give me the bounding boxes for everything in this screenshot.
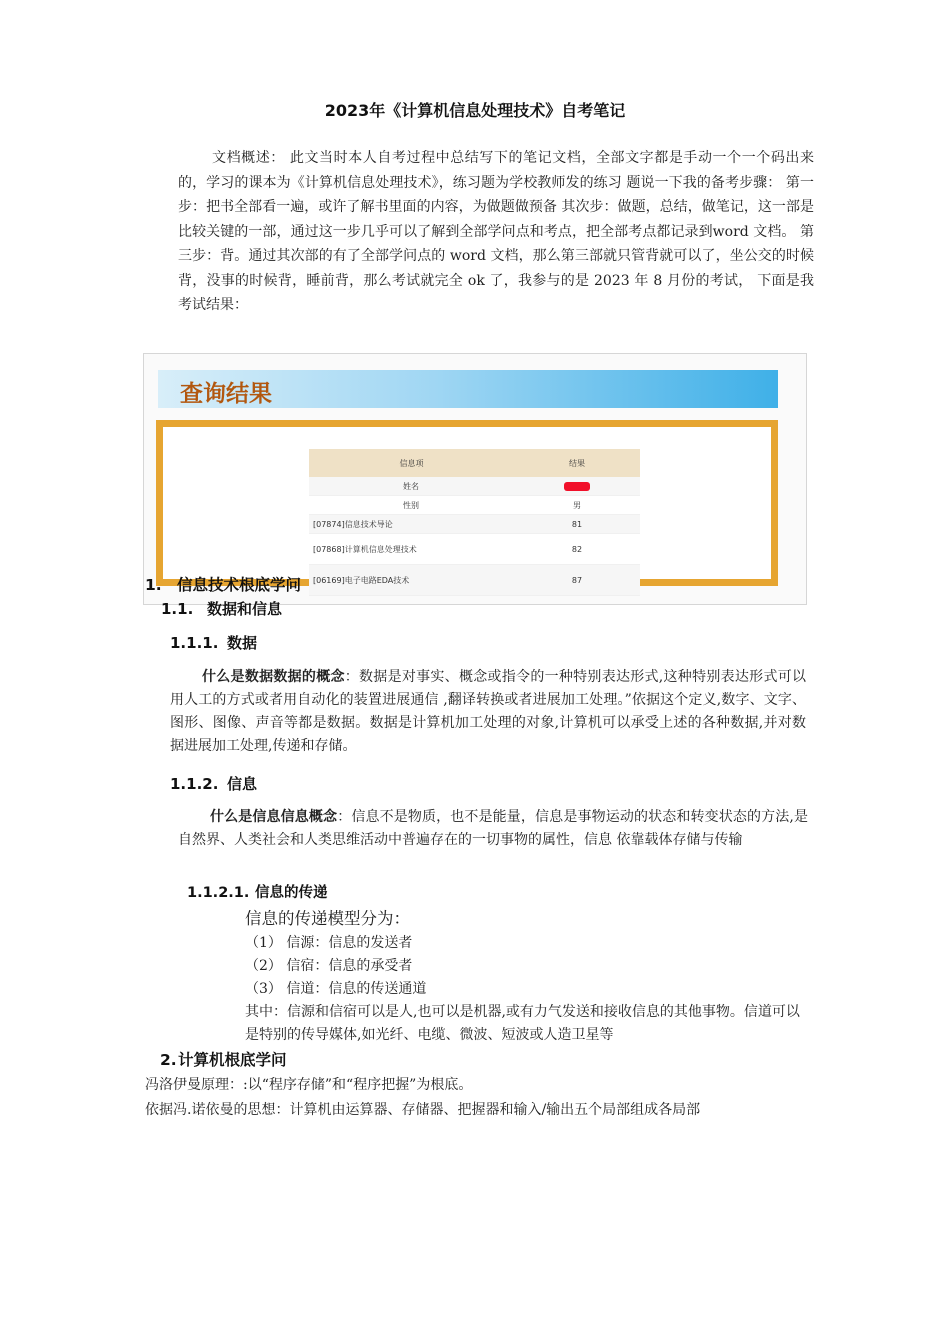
info-paragraph-text: [178, 806, 808, 852]
von-neumann-principle: 冯洛伊曼原理：:以“程序存储”和“程序把握”为根底。: [145, 1077, 473, 1093]
table-row: [309, 515, 640, 534]
row-value: 男: [514, 496, 640, 515]
row-item: [07874]信息技术导论: [309, 515, 514, 534]
row-value: 87: [514, 565, 640, 596]
col-header-item: 信息项: [309, 449, 514, 477]
heading-text: 数据和信息: [207, 600, 283, 618]
table-row: [309, 565, 640, 596]
transmission-lead: 信息的传递模型分为：: [245, 909, 410, 928]
document-title: 2023年《计算机信息处理技术》自考笔记: [324, 101, 626, 120]
table-row: [309, 496, 640, 515]
row-item: [07868]计算机信息处理技术: [309, 534, 514, 565]
heading-2: [160, 1048, 287, 1070]
heading-1-1-2: [170, 773, 257, 794]
row-item: 性别: [309, 496, 514, 515]
heading-number: 1.1.2.1.: [187, 885, 250, 901]
list-item: （2） 信宿：信息的承受者: [245, 958, 413, 974]
heading-text: 计算机根底学问: [178, 1051, 287, 1069]
row-item: 姓名: [309, 477, 514, 496]
row-value: [514, 477, 640, 496]
result-header-banner: [158, 370, 778, 408]
heading-text: 信息技术根底学问: [177, 576, 302, 594]
heading-number: 1.1.1.: [170, 634, 219, 652]
intro-paragraph: [178, 146, 814, 318]
heading-number: 1.1.: [161, 600, 194, 618]
heading-1: [145, 573, 301, 595]
transmission-model: [245, 906, 805, 1047]
row-value: 81: [514, 515, 640, 534]
heading-number: 1.1.2.: [170, 775, 219, 793]
result-header-title: 查询结果: [180, 381, 272, 407]
table-row: [309, 477, 640, 496]
transmission-note: 其中：信源和信宿可以是人,也可以是机器,或有力气发送和接收信息的其他事物。信道可以是特别的传导媒体,如光纤、电缆、微波、短波或人造卫星等: [245, 1004, 800, 1043]
row-item: [06169]电子电路EDA技术: [309, 565, 514, 596]
info-body: ：信息不是物质，也不是能量，信息是事物运动的状态和转变状态的方法,是自然界、人类社会和人类思维活动中普遍存在的一切事物的属性，信息 依靠载体存储与传输: [178, 809, 809, 848]
info-paragraph: [178, 806, 808, 852]
von-neumann-architecture: 依据冯.诺依曼的思想：计算机由运算器、存储器、把握器和输入/输出五个局部组成各局部: [145, 1102, 701, 1118]
heading-text: 数据: [227, 634, 258, 652]
data-paragraph-text: [170, 666, 806, 758]
heading-text: 信息: [227, 775, 258, 793]
result-table: [309, 449, 640, 596]
info-lead: 什么是信息信息概念: [210, 809, 338, 825]
list-item: （3） 信道：信息的传送通道: [245, 981, 427, 997]
heading-1-1-1: [170, 632, 257, 653]
result-frame: [156, 420, 778, 586]
result-table-header: [309, 449, 640, 477]
col-header-result: 结果: [514, 449, 640, 477]
list-item: （1） 信源：信息的发送者: [245, 935, 413, 951]
intro-text: 文档概述： 此文当时本人自考过程中总结写下的笔记文档，全部文字都是手动一个一个码出来的，学习的课本为《计算机信息处理技术》，练习题为学校教师发的练习 题说一下我的备考步骤： 第一步：把书全部看一遍，或许了解书里面的内容，为做题做预备 其次步：做题，总结，做笔记，这一部是比较关键的一部，通过这一步几乎可以了解到全部学问点和考点，把全部考点都记录到word 文档。 第三步：背。通过其次部的有了全部学问点的 word 文档，那么第三部就只管背就可以了，坐公交的时候背，没事的时候背，睡前背，那么考试就完全 ok 了，我参与的是 2023 年 8 月份的考试， 下面是我考试结果：: [178, 150, 814, 313]
heading-1-1-2-1: [187, 881, 328, 902]
row-value: 82: [514, 534, 640, 565]
data-lead: 什么是数据数据的概念: [202, 669, 345, 685]
data-paragraph: [170, 666, 806, 758]
heading-number: 1.: [145, 576, 162, 594]
heading-text: 信息的传递: [255, 885, 328, 901]
table-row: [309, 534, 640, 565]
heading-1-1: [161, 598, 282, 619]
data-body: ：数据是对事实、概念或指令的一种特别表达形式,这种特别表达形式可以用人工的方式或者用自动化的装置进展通信 ,翻译转换或者进展加工处理。”依据这个定义,数字、文字、图形、图像、声音等都是数据。数据是计算机加工处理的对象,计算机可以承受上述的各种数据,并对数据进展加工处理,传递和存储。: [170, 669, 806, 754]
redaction-mark: [564, 482, 590, 491]
heading-number: 2.: [160, 1051, 177, 1069]
exam-result-image: [143, 353, 807, 605]
